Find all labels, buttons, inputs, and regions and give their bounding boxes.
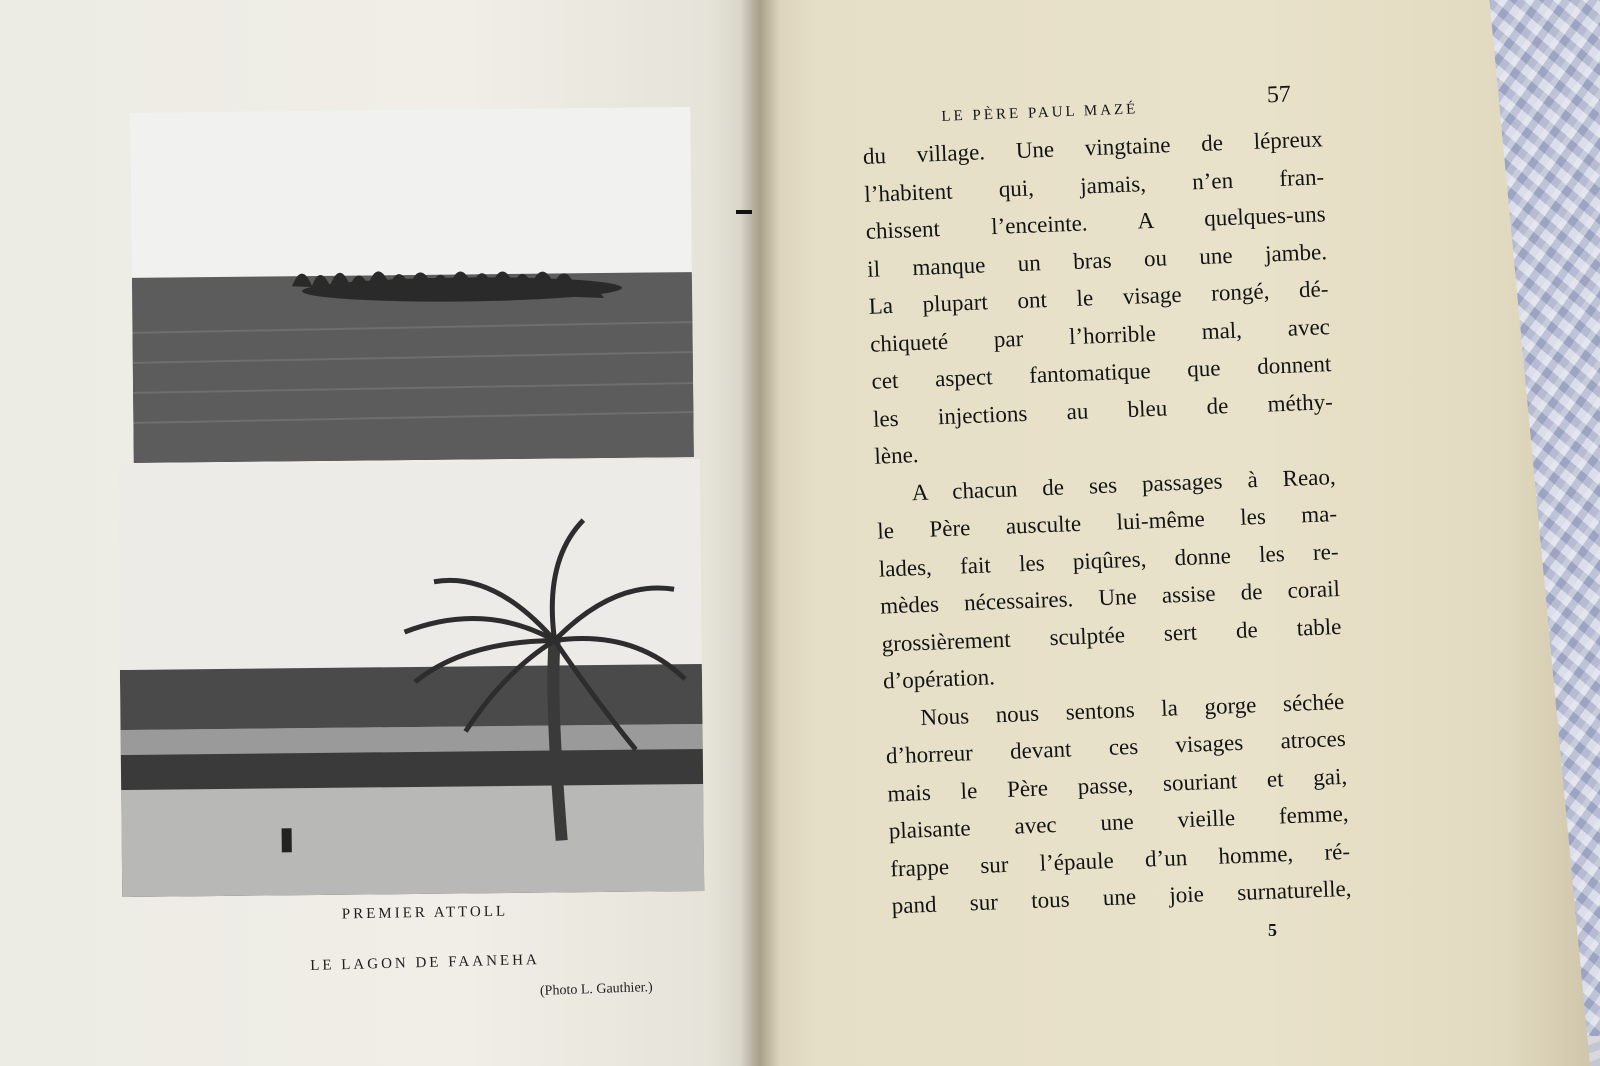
margin-mark xyxy=(736,210,752,214)
text-line: chiqueté par l’horrible mal, avec xyxy=(869,313,1331,357)
text-line: cet aspect fantomatique que donnent xyxy=(871,351,1332,394)
text-line: La plupart ont le visage rongé, dé- xyxy=(868,276,1329,319)
text-line: chissent l’enceinte. A quelques-uns xyxy=(865,201,1326,244)
photo-caption-subtitle: LE LAGON DE FAANEHA xyxy=(310,951,540,975)
text-line: le Père ausculte lui-même les ma- xyxy=(876,501,1338,544)
left-page xyxy=(0,0,770,1066)
text-line: A chacun de ses passages à Reao, xyxy=(911,463,1337,505)
text-line: d’horreur devant ces visages atroces xyxy=(885,725,1347,769)
page-number: 57 xyxy=(1266,81,1292,109)
text-line: mais le Père passe, souriant et gai, xyxy=(886,763,1348,806)
body-text xyxy=(862,119,1392,925)
text-line: il manque un bras ou une jambe. xyxy=(866,238,1328,282)
text-line: mèdes nécessaires. Une assise de corail xyxy=(879,575,1341,619)
right-page-text xyxy=(860,61,1392,925)
palm-illustration xyxy=(118,459,704,897)
text-line: lène. xyxy=(873,442,919,469)
photo-credit: (Photo L. Gauthier.) xyxy=(539,980,653,999)
text-line: grossièrement sculptée sert de table xyxy=(881,613,1342,657)
atoll-illustration xyxy=(130,107,694,463)
text-line: d’opération. xyxy=(882,664,996,694)
photo-caption-title: PREMIER ATTOLL xyxy=(341,903,509,923)
text-line: les injections au bleu de méthy- xyxy=(872,388,1334,432)
text-line: plaisante avec une vieille femme, xyxy=(888,800,1349,844)
text-line: frappe sur l’épaule d’un homme, ré- xyxy=(889,838,1351,881)
text-line: Nous nous sentons la gorge séchée xyxy=(920,688,1345,730)
text-line: l’habitent qui, jamais, n’en fran- xyxy=(863,163,1325,207)
palm-lagoon-photo xyxy=(118,459,704,897)
text-line: du village. Une vingtaine de lépreux xyxy=(862,126,1324,169)
running-head-title: LE PÈRE PAUL MAZÉ xyxy=(941,101,1139,125)
text-line: lades, fait les piqûres, donne les re- xyxy=(878,538,1339,582)
text-line: pand sur tous une joie surnaturelle, xyxy=(891,875,1352,919)
book-gutter xyxy=(740,0,780,1066)
signature-mark: 5 xyxy=(1268,920,1277,940)
atoll-photo xyxy=(130,107,694,463)
